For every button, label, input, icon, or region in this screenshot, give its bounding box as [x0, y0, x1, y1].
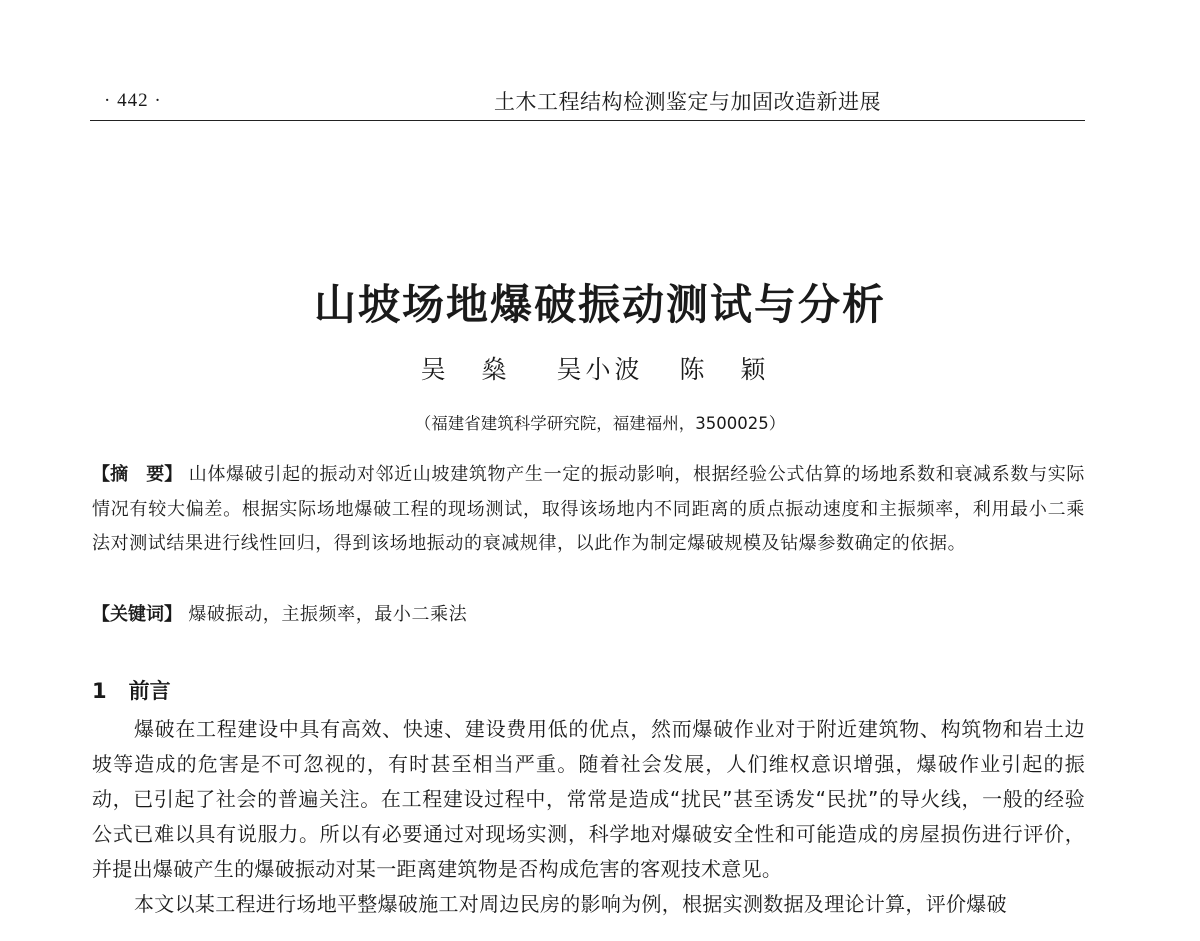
- abstract-label: 【摘 要】: [92, 464, 183, 485]
- journal-title: 土木工程结构检测鉴定与加固改造新进展: [494, 90, 881, 114]
- keywords: [92, 598, 1085, 633]
- author-name: 陈 颖: [679, 355, 780, 384]
- body-paragraph: 本文以某工程进行场地平整爆破施工对周边民房的影响为例，根据实测数据及理论计算，评价爆破: [134, 892, 1007, 916]
- section-title: 前言: [128, 679, 171, 703]
- running-header: [90, 80, 1085, 121]
- author-name: 吴小波: [556, 355, 644, 384]
- section-heading: [92, 675, 171, 705]
- section-body: [92, 712, 1085, 922]
- keywords-label: 【关键词】: [92, 604, 182, 625]
- abstract: [92, 458, 1085, 562]
- author-name: 吴 燊: [420, 355, 521, 384]
- author-list: [0, 350, 1200, 386]
- paper-title: 山坡场地爆破振动测试与分析: [313, 280, 886, 329]
- section-number: 1: [92, 679, 107, 703]
- page-number: · 442 ·: [104, 90, 162, 111]
- keywords-text: 爆破振动，主振频率，最小二乘法: [188, 604, 468, 625]
- author-affiliation: （福建省建筑科学研究院，福建福州，3500025）: [414, 414, 786, 433]
- body-paragraph: 爆破在工程建设中具有高效、快速、建设费用低的优点，然而爆破作业对于附近建筑物、构筑物和岩土边坡等造成的危害是不可忽视的，有时甚至相当严重。随着社会发展，人们维权意识增强，爆破作业引起的振动，已引起了社会的普遍关注。在工程建设过程中，常常是造成“扰民”甚至诱发“民扰”的导火线，一般的经验公式已难以具有说服力。所以有必要通过对现场实测，科学地对爆破安全性和可能造成的房屋损伤进行评价，并提出爆破产生的爆破振动对某一距离建筑物是否构成危害的客观技术意见。: [92, 717, 1085, 881]
- abstract-text: 山体爆破引起的振动对邻近山坡建筑物产生一定的振动影响，根据经验公式估算的场地系数和衰减系数与实际情况有较大偏差。根据实际场地爆破工程的现场测试，取得该场地内不同距离的质点振动速度和主振频率，利用最小二乘法对测试结果进行线性回归，得到该场地振动的衰减规律，以此作为制定爆破规模及钻爆参数确定的依据。: [92, 464, 1086, 554]
